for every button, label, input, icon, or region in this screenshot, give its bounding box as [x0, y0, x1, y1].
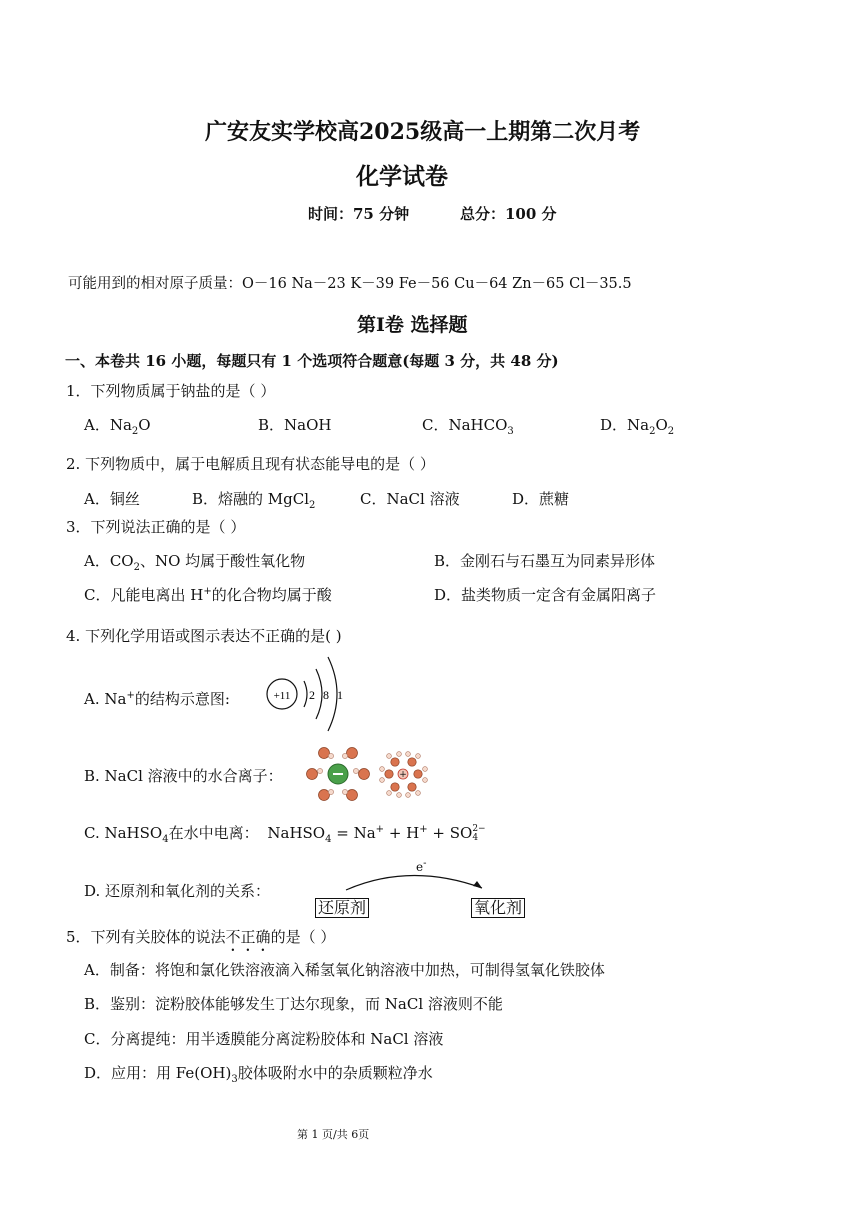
q3-option-c: C．凡能电离出 H+的化合物均属于酸 [84, 586, 332, 604]
subject-title: 化学试卷 [356, 163, 448, 190]
hydrated-ions-diagram [300, 742, 435, 806]
q3-option-b: B．金刚石与石墨互为同素异形体 [434, 552, 656, 570]
q1-a-tail: O [138, 416, 151, 434]
q3-c-post: 的化合物均属于酸 [211, 586, 332, 604]
electron-label: e- [416, 858, 427, 874]
q1-c-text: C．NaHCO [422, 416, 508, 434]
q3-option-a: A．$CO_2$、NO 均属于酸性氧化物 [84, 552, 306, 573]
q4-option-d: D. 还原剂和氧化剂的关系： [84, 882, 271, 900]
q5-stem-emphasis: 不正确 [225, 928, 271, 946]
q5-option-d: D．应用：用 $Fe(OH)_3$胶体吸附水中的杂质颗粒净水 [84, 1064, 433, 1085]
question-4-stem: 4. 下列化学用语或图示表达不正确的是( ) [66, 627, 342, 645]
q4-a-text: 的结构示意图: [134, 690, 230, 708]
q5-option-a: A．制备：将饱和氯化铁溶液滴入稀氢氧化钠溶液中加热，可制得氢氧化铁胶体 [84, 961, 605, 979]
question-5-stem [66, 926, 335, 955]
eq-left: NaHSO [267, 824, 326, 842]
shell-2-count: 8 [323, 688, 329, 702]
page-footer: 第 1 页/共 6页 [297, 1128, 370, 1141]
question-1-stem: 1．下列物质属于钠盐的是（ ） [66, 382, 276, 400]
atomic-masses: 可能用到的相对原子质量：O－16 Na－23 K－39 Fe－56 Cu－64 Zn－65 Cl－35.5 [68, 276, 632, 292]
q5-d-pre: D．应用：用 Fe(OH) [84, 1064, 232, 1082]
eq-so: + SO [427, 824, 473, 842]
nucleus-charge: +11 [273, 690, 291, 702]
time-label: 时间：75 分钟 [308, 205, 410, 223]
q1-d-mid: O [655, 416, 668, 434]
shell-3-count: 1 [337, 688, 343, 702]
eq-na: = Na [331, 824, 376, 842]
q4-c-label: C. NaHSO [84, 824, 163, 842]
q2-b-text: B．熔融的 MgCl [192, 490, 310, 508]
q1-a-text: A．Na [84, 416, 132, 434]
question-3-stem: 3．下列说法正确的是（ ） [66, 518, 246, 536]
q5-stem-pre: 5．下列有关胶体的说法 [66, 928, 226, 946]
q1-option-c: C．NaHCO$_3$ [422, 416, 514, 437]
part-one-instruction: 一、本卷共 16 小题，每题只有 1 个选项符合题意(每题 3 分，共 48 分) [65, 352, 559, 370]
q1-option-b: B．NaOH [258, 416, 332, 434]
electron-symbol: e [416, 860, 424, 874]
q2-option-c: C．NaCl 溶液 [360, 490, 460, 508]
score-label: 总分：100 分 [460, 205, 557, 223]
q2-option-d: D．蔗糖 [512, 490, 570, 508]
q1-option-a: A．$Na_2O$ [84, 416, 151, 437]
q4-c-text: 在水中电离： [168, 824, 259, 842]
svg-text:+: + [399, 770, 407, 780]
q4-option-c: C. NaHSO$_4$在水中电离： NaHSO$_4$ = Na+ + H+ + SO 2− 4 [84, 824, 486, 845]
sodium-ion-structure-diagram [262, 653, 354, 735]
q3-a-pre: A．CO [84, 552, 134, 570]
q3-c-pre: C．凡能电离出 H [84, 586, 204, 604]
q4-option-b: B. NaCl 溶液中的水合离子： [84, 767, 283, 785]
q4-a-label: A. Na [84, 690, 127, 708]
electron-transfer-arrow [340, 860, 490, 895]
q2-option-b: B．熔融的 MgCl$_2$ [192, 490, 316, 511]
q1-d-text: D．Na [600, 416, 650, 434]
q5-option-b: B．鉴别：淀粉胶体能够发生丁达尔现象，而 NaCl 溶液则不能 [84, 995, 503, 1013]
q5-stem-post: 的是（ ） [270, 928, 336, 946]
q4-option-a: A. Na+的结构示意图: [84, 690, 230, 708]
ionization-equation: NaHSO$_4$ = Na+ + H+ + SO 2− 4 [267, 824, 486, 845]
section-title: 第Ⅰ卷 选择题 [357, 314, 468, 336]
question-2-stem: 2. 下列物质中，属于电解质且现有状态能导电的是（ ） [66, 455, 435, 473]
shell-1-count: 2 [309, 688, 315, 702]
q5-option-c: C．分离提纯：用半透膜能分离淀粉胶体和 NaCl 溶液 [84, 1030, 444, 1048]
q3-a-post: 、NO 均属于酸性氧化物 [139, 552, 306, 570]
q1-option-d: D．$Na_2O_2$ [600, 416, 675, 437]
q5-d-post: 胶体吸附水中的杂质颗粒净水 [237, 1064, 433, 1082]
q3-option-d: D．盐类物质一定含有金属阳离子 [434, 586, 657, 604]
exam-title: 广安友实学校高2025级高一上期第二次月考 [205, 119, 641, 145]
oxidizing-agent-box: 氧化剂 [471, 898, 525, 918]
q2-option-a: A．铜丝 [84, 490, 140, 508]
eq-h: + H [384, 824, 420, 842]
reducing-agent-box: 还原剂 [315, 898, 369, 918]
